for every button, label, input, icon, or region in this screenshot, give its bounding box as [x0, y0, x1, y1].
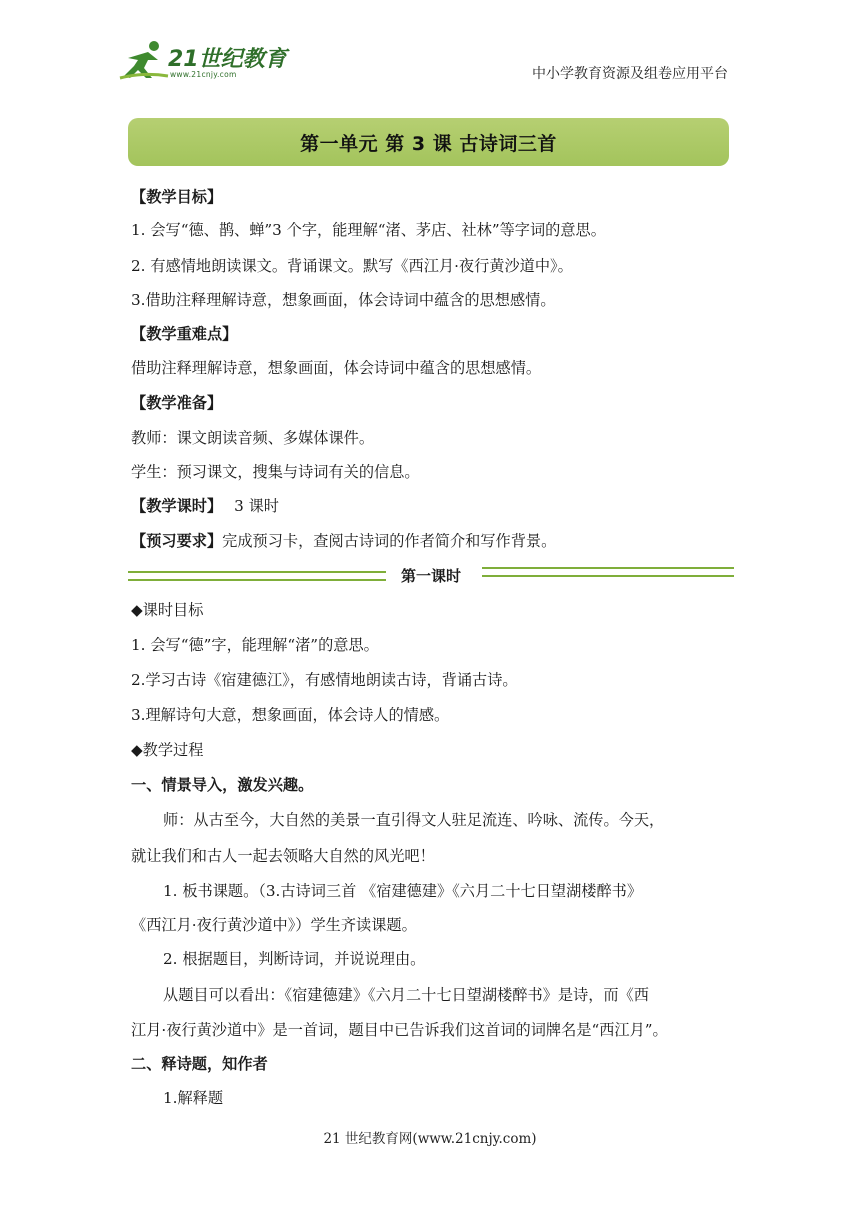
platform-name: 中小学教育资源及组卷应用平台	[532, 66, 728, 82]
lesson-goal-3: 3.理解诗句大意，想象画面，体会诗人的情感。	[131, 706, 450, 724]
section1-p4-line2: 江月·夜行黄沙道中》是一首词，题目中已告诉我们这首词的词牌名是“西江月”。	[131, 1021, 668, 1039]
section1-p1-line2: 就让我们和古人一起去领略大自然的风光吧！	[131, 847, 435, 865]
logo-url: www.21cnjy.com	[170, 70, 237, 79]
process-heading: ◆教学过程	[131, 741, 204, 759]
hours-heading: 【教学课时】	[131, 497, 223, 515]
section1-p2-line1: 1. 板书课题。（3.古诗词三首 《宿建德建》《六月二十七日望湖楼醉书》	[163, 882, 643, 900]
section2-heading: 二、释诗题，知作者	[131, 1055, 268, 1073]
preview-heading: 【预习要求】	[131, 532, 223, 550]
preview-text: 完成预习卡，查阅古诗词的作者简介和写作背景。	[222, 532, 557, 550]
title-banner	[128, 118, 729, 166]
hours-value: 3 课时	[234, 497, 279, 515]
key-points-heading: 【教学重难点】	[131, 325, 238, 343]
page-title: 第一单元 第 3 课 古诗词三首	[300, 132, 557, 155]
logo-runner-icon	[118, 38, 170, 82]
lesson-divider	[128, 566, 734, 586]
objective-item-1: 1. 会写“德、鹊、蝉”3 个字，能理解“渚、茅店、社林”等字词的意思。	[131, 221, 606, 239]
preparation-student: 学生：预习课文，搜集与诗词有关的信息。	[131, 463, 420, 481]
section1-heading: 一、情景导入，激发兴趣。	[131, 776, 314, 794]
objectives-heading: 【教学目标】	[131, 188, 223, 206]
hours-row	[131, 496, 279, 516]
section1-p4-line1: 从题目可以看出：《宿建德建》《六月二十七日望湖楼醉书》是诗，而《西	[163, 986, 649, 1004]
preparation-heading: 【教学准备】	[131, 394, 223, 412]
section1-p2-line2: 《西江月·夜行黄沙道中》）学生齐读课题。	[131, 916, 417, 934]
divider-label: 第一课时	[400, 567, 461, 585]
objective-item-2: 2. 有感情地朗读课文。背诵课文。默写《西江月·夜行黄沙道中》。	[131, 257, 573, 275]
section1-p3: 2. 根据题目，判断诗词，并说说理由。	[163, 950, 426, 968]
lesson-goals-heading: ◆课时目标	[131, 601, 204, 619]
preparation-teacher: 教师：课文朗读音频、多媒体课件。	[131, 429, 374, 447]
lesson-goal-2: 2.学习古诗《宿建德江》，有感情地朗读古诗，背诵古诗。	[131, 671, 518, 689]
preview-row	[131, 531, 556, 551]
logo-text: 21世纪教育	[168, 47, 287, 72]
objective-item-3: 3.借助注释理解诗意，想象画面，体会诗词中蕴含的思想感情。	[131, 291, 556, 309]
section1-p1-line1: 师：从古至今，大自然的美景一直引得文人驻足流连、吟咏、流传。今天，	[163, 811, 665, 829]
lesson-goal-1: 1. 会写“德”字，能理解“渚”的意思。	[131, 636, 379, 654]
key-points-text: 借助注释理解诗意，想象画面，体会诗词中蕴含的思想感情。	[131, 359, 542, 377]
section2-p1: 1.解释题	[163, 1089, 224, 1107]
page-footer: 21 世纪教育网(www.21cnjy.com)	[323, 1131, 537, 1147]
